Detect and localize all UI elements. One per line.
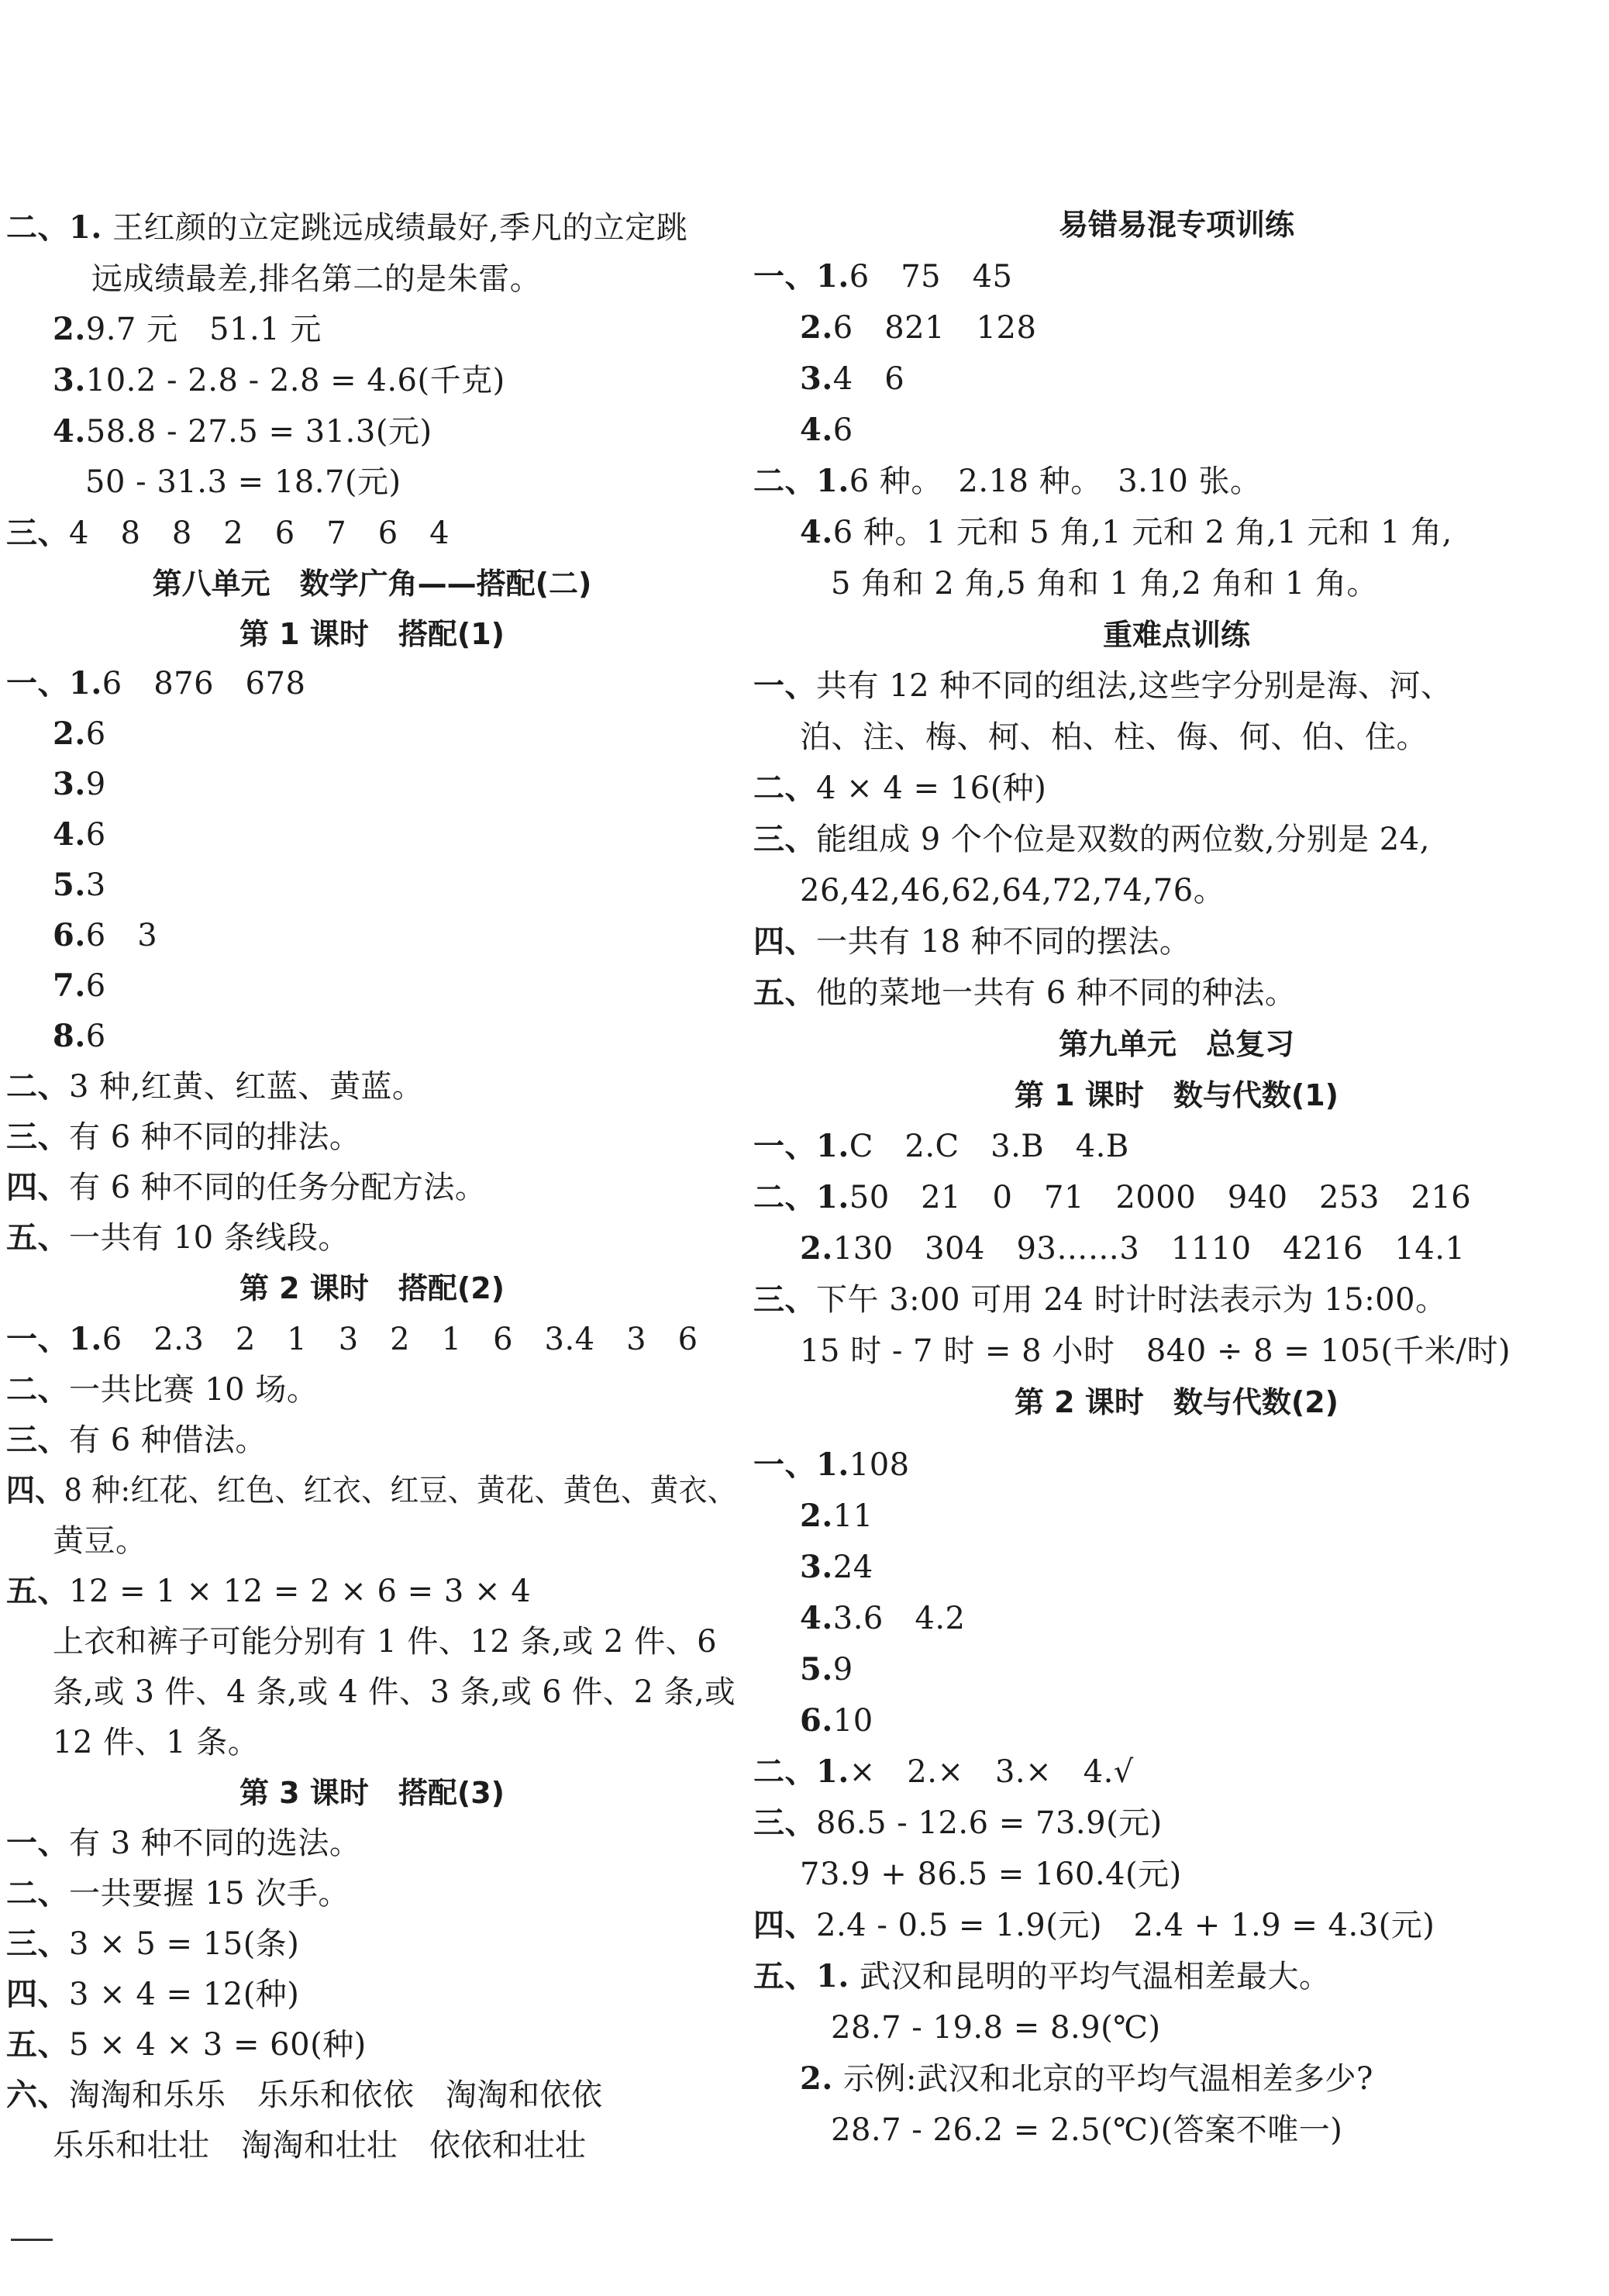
answer-text: 上衣和裤子可能分别有 1 件、12 条,或 2 件、6 xyxy=(53,1624,718,1660)
answer-line xyxy=(831,2105,1342,2156)
answer-line xyxy=(800,302,1036,353)
answer-text: 73.9 + 86.5 = 160.4(元) xyxy=(800,1856,1182,1892)
answer-line xyxy=(753,251,1013,302)
answer-text: 黄豆。 xyxy=(53,1523,147,1559)
answer-text: 10.2 - 2.8 - 2.8 = 4.6(千克) xyxy=(85,363,505,398)
answer-line xyxy=(753,967,1296,1019)
answer-text: 11 xyxy=(832,1498,873,1534)
answer-text: 共有 12 种不同的组法,这些字分别是海、河、 xyxy=(816,668,1452,704)
answer-text: 4 8 8 2 6 7 6 4 xyxy=(69,515,450,551)
question-number: 一、1. xyxy=(6,1321,102,1357)
answer-line xyxy=(6,1112,360,1163)
answer-line xyxy=(800,1849,1182,1900)
question-number: 二、1. xyxy=(753,1179,849,1215)
answer-line xyxy=(6,1415,267,1466)
section-heading: 第九单元 总复习 xyxy=(1058,1027,1294,1061)
question-number: 二、 xyxy=(6,1875,69,1912)
answer-line xyxy=(6,1566,531,1617)
answer-line xyxy=(753,1746,1134,1798)
question-number: 二、1. xyxy=(753,463,849,499)
answer-line xyxy=(53,406,432,457)
answer-text: 有 6 种不同的任务分配方法。 xyxy=(69,1170,487,1205)
answer-text: 王红颜的立定跳远成绩最好,季凡的立定跳 xyxy=(102,210,688,246)
answer-text: 他的菜地一共有 6 种不同的种法。 xyxy=(816,975,1297,1011)
question-number: 3. xyxy=(53,766,86,802)
answer-text: 5 角和 2 角,5 角和 1 角,2 角和 1 角。 xyxy=(831,566,1379,602)
answer-text: C 2.C 3.B 4.B xyxy=(849,1129,1129,1164)
answer-text: 5 × 4 × 3 = 60(种) xyxy=(69,2027,367,2063)
answer-line xyxy=(6,658,305,709)
answer-line xyxy=(53,860,106,911)
question-number: 五、 xyxy=(6,1219,69,1256)
answer-line xyxy=(6,2070,603,2121)
question-number: 六、 xyxy=(6,2077,69,2113)
answer-line xyxy=(6,508,450,559)
answer-text: 泊、注、梅、柯、柏、柱、侮、何、伯、住。 xyxy=(800,719,1428,755)
answer-text: 50 - 31.3 = 18.7(元) xyxy=(85,464,401,500)
answer-line xyxy=(6,1314,698,1365)
answer-line xyxy=(6,1969,299,2020)
answer-line xyxy=(6,1212,350,1263)
question-number: 三、 xyxy=(753,1805,816,1841)
answer-line xyxy=(800,865,1225,916)
answer-line xyxy=(6,1162,486,1213)
answer-text: 6 2.3 2 1 3 2 1 6 3.4 3 6 xyxy=(102,1322,698,1357)
answer-text: 12 = 1 × 12 = 2 × 6 = 3 × 4 xyxy=(69,1574,532,1609)
answer-line xyxy=(800,507,1452,558)
page-footer-dash xyxy=(11,2239,53,2241)
answer-text: 6 xyxy=(832,412,853,448)
answer-line xyxy=(53,759,106,810)
answer-text: 6 种。1 元和 5 角,1 元和 2 角,1 元和 1 角, xyxy=(832,515,1452,550)
answer-line xyxy=(6,1061,423,1112)
answer-line xyxy=(753,916,1190,967)
section-heading: 第 2 课时 搭配(2) xyxy=(239,1271,505,1305)
answer-text: 示例:武汉和北京的平均气温相差多少? xyxy=(832,2061,1373,2097)
answer-line xyxy=(6,1818,360,1869)
answer-line xyxy=(6,1919,299,1970)
question-number: 四、 xyxy=(6,1472,64,1508)
answer-text: 6 75 45 xyxy=(849,259,1013,295)
section-heading: 第 1 课时 数与代数(1) xyxy=(1014,1078,1339,1112)
question-number: 5. xyxy=(800,1651,833,1688)
answer-text: × 2.× 3.× 4.√ xyxy=(849,1754,1134,1790)
answer-line xyxy=(753,1798,1163,1849)
section-heading: 第 3 课时 搭配(3) xyxy=(239,1776,505,1810)
question-number: 一、1. xyxy=(753,258,849,295)
question-number: 2. xyxy=(53,311,86,347)
answer-line xyxy=(753,763,1046,814)
answer-line xyxy=(753,1121,1129,1172)
answer-text: 108 xyxy=(849,1447,910,1483)
answer-text: 能组成 9 个个位是双数的两位数,分别是 24, xyxy=(816,822,1430,857)
answer-text: 3 × 5 = 15(条) xyxy=(69,1926,300,1962)
question-number: 三、 xyxy=(753,821,816,857)
answer-text: 条,或 3 件、4 条,或 4 件、3 条,或 6 件、2 条,或 xyxy=(53,1674,736,1710)
answer-line xyxy=(85,457,401,508)
question-number: 6. xyxy=(53,917,86,953)
answer-text: 淘淘和乐乐 乐乐和依依 淘淘和依依 xyxy=(69,2077,603,2113)
answer-line xyxy=(53,809,106,860)
answer-line xyxy=(6,2019,367,2070)
answer-text: 一共有 18 种不同的摆法。 xyxy=(816,924,1191,960)
question-number: 一、1. xyxy=(753,1128,849,1164)
answer-text: 6 3 xyxy=(85,918,158,953)
answer-line xyxy=(800,712,1428,763)
answer-line xyxy=(6,1465,736,1516)
answer-line xyxy=(753,1439,910,1491)
answer-line xyxy=(800,1326,1511,1377)
answer-line xyxy=(53,1667,736,1718)
answer-text: 6 xyxy=(85,817,106,853)
question-number: 4. xyxy=(800,412,833,448)
answer-line xyxy=(800,353,904,405)
question-number: 2. xyxy=(800,1230,833,1267)
answer-text: 3 × 4 = 12(种) xyxy=(69,1977,300,2012)
answer-line xyxy=(753,1274,1447,1326)
question-number: 五、 xyxy=(6,2026,69,2063)
answer-line xyxy=(6,202,687,253)
answer-text: 24 xyxy=(832,1550,873,1585)
question-number: 8. xyxy=(53,1018,86,1054)
question-number: 四、 xyxy=(6,1169,69,1205)
question-number: 四、 xyxy=(753,923,816,960)
section-heading: 第 2 课时 数与代数(2) xyxy=(1014,1385,1339,1419)
question-number: 三、 xyxy=(753,1281,816,1318)
answer-line xyxy=(800,1542,873,1593)
question-number: 2. xyxy=(53,715,86,752)
section-heading: 第八单元 数学广角——搭配(二) xyxy=(152,567,592,601)
answer-text: 28.7 - 19.8 = 8.9(℃) xyxy=(831,2010,1161,2046)
answer-text: 6 xyxy=(85,968,106,1004)
section-heading: 重难点训练 xyxy=(1102,618,1250,652)
answer-text: 下午 3:00 可用 24 时计时法表示为 15:00。 xyxy=(816,1282,1447,1318)
question-number: 四、 xyxy=(6,1976,69,2012)
question-number: 三、 xyxy=(6,515,69,551)
answer-text: 9.7 元 51.1 元 xyxy=(85,312,322,347)
question-number: 四、 xyxy=(753,1907,816,1943)
answer-line xyxy=(53,1515,147,1567)
answer-text: 3 xyxy=(85,867,106,903)
answer-text: 4 × 4 = 16(种) xyxy=(816,771,1047,806)
answer-line xyxy=(53,1011,106,1062)
section-heading: 易错易混专项训练 xyxy=(1058,208,1294,242)
answer-text: 一共比赛 10 场。 xyxy=(69,1372,319,1408)
answer-line xyxy=(53,2120,587,2171)
answer-text: 有 3 种不同的选法。 xyxy=(69,1825,361,1861)
question-number: 一、1. xyxy=(753,1446,849,1483)
answer-text: 26,42,46,62,64,72,74,76。 xyxy=(800,873,1225,908)
answer-text: 50 21 0 71 2000 940 253 216 xyxy=(849,1180,1472,1215)
question-number: 一、 xyxy=(753,667,816,704)
answer-line xyxy=(800,2053,1373,2105)
answer-line xyxy=(753,1900,1435,1951)
question-number: 五、 xyxy=(753,974,816,1011)
answer-text: 9 xyxy=(832,1652,853,1688)
question-number: 3. xyxy=(800,360,833,397)
answer-line xyxy=(800,1695,873,1746)
answer-line xyxy=(53,960,106,1012)
question-number: 4. xyxy=(53,413,86,450)
question-number: 7. xyxy=(53,967,86,1004)
answer-line xyxy=(753,814,1430,865)
answer-text: 6 821 128 xyxy=(832,310,1037,346)
answer-text: 2.4 - 0.5 = 1.9(元) 2.4 + 1.9 = 4.3(元) xyxy=(816,1908,1435,1943)
answer-line xyxy=(800,1593,966,1644)
question-number: 4. xyxy=(800,1600,833,1636)
answer-line xyxy=(800,1223,1465,1274)
question-number: 5. xyxy=(53,867,86,903)
answer-line xyxy=(800,1644,853,1695)
answer-text: 15 时 - 7 时 = 8 小时 840 ÷ 8 = 105(千米/时) xyxy=(800,1333,1511,1369)
question-number: 二、1. xyxy=(6,209,102,246)
answer-text: 6 876 678 xyxy=(102,666,306,702)
answer-text: 86.5 - 12.6 = 73.9(元) xyxy=(816,1805,1163,1841)
answer-line xyxy=(6,1868,350,1919)
answer-line xyxy=(6,1364,318,1415)
answer-text: 3 种,红黄、红蓝、黄蓝。 xyxy=(69,1069,424,1105)
answer-text: 武汉和昆明的平均气温相差最大。 xyxy=(849,1959,1331,1994)
question-number: 2. xyxy=(800,1498,833,1534)
question-number: 二、 xyxy=(6,1371,69,1408)
answer-text: 12 件、1 条。 xyxy=(53,1725,260,1760)
answer-text: 一共要握 15 次手。 xyxy=(69,1876,350,1912)
answer-line xyxy=(53,708,106,760)
answer-text: 28.7 - 26.2 = 2.5(℃)(答案不唯一) xyxy=(831,2112,1343,2148)
answer-line xyxy=(831,558,1378,609)
answer-text: 4 6 xyxy=(832,361,905,397)
question-number: 6. xyxy=(800,1702,833,1739)
answer-text: 6 xyxy=(85,1019,106,1054)
answer-text: 130 304 93……3 1110 4216 14.1 xyxy=(832,1231,1466,1267)
answer-line xyxy=(753,1172,1471,1223)
question-number: 一、 xyxy=(6,1825,69,1861)
question-number: 2. xyxy=(800,309,833,346)
question-number: 二、1. xyxy=(753,1753,849,1790)
answer-text: 8 种:红花、红色、红衣、红豆、黄花、黄色、黄衣、 xyxy=(64,1473,737,1508)
answer-line xyxy=(53,1717,259,1768)
question-number: 4. xyxy=(800,514,833,550)
answer-line xyxy=(91,253,541,305)
question-number: 3. xyxy=(800,1549,833,1585)
answer-line xyxy=(753,660,1452,712)
answer-text: 3.6 4.2 xyxy=(832,1601,966,1636)
answer-line xyxy=(753,456,1261,507)
answer-text: 有 6 种不同的排法。 xyxy=(69,1119,361,1155)
answer-line xyxy=(53,1616,717,1667)
question-number: 三、 xyxy=(6,1119,69,1155)
answer-line xyxy=(53,355,505,406)
question-number: 三、 xyxy=(6,1422,69,1458)
question-number: 二、 xyxy=(753,770,816,806)
answer-line xyxy=(800,405,853,456)
answer-text: 58.8 - 27.5 = 31.3(元) xyxy=(85,414,432,450)
answer-text: 远成绩最差,排名第二的是朱雷。 xyxy=(91,261,542,297)
question-number: 五、 xyxy=(6,1573,69,1609)
answer-text: 6 xyxy=(85,716,106,752)
question-number: 3. xyxy=(53,362,86,398)
answer-text: 6 种。 2.18 种。 3.10 张。 xyxy=(849,464,1262,499)
question-number: 2. xyxy=(800,2060,833,2097)
answer-line xyxy=(53,304,322,355)
question-number: 一、1. xyxy=(6,665,102,702)
answer-text: 乐乐和壮壮 淘淘和壮壮 依依和壮壮 xyxy=(53,2128,587,2163)
section-heading: 第 1 课时 搭配(1) xyxy=(239,617,505,651)
question-number: 二、 xyxy=(6,1068,69,1105)
answer-text: 有 6 种借法。 xyxy=(69,1422,267,1458)
answer-line xyxy=(831,2002,1161,2053)
answer-line xyxy=(53,910,157,961)
answer-line xyxy=(753,1951,1330,2002)
question-number: 五、1. xyxy=(753,1958,849,1994)
answer-text: 9 xyxy=(85,767,106,802)
question-number: 4. xyxy=(53,816,86,853)
answer-text: 10 xyxy=(832,1703,873,1739)
answer-text: 一共有 10 条线段。 xyxy=(69,1220,350,1256)
answer-line xyxy=(800,1491,873,1542)
question-number: 三、 xyxy=(6,1925,69,1962)
